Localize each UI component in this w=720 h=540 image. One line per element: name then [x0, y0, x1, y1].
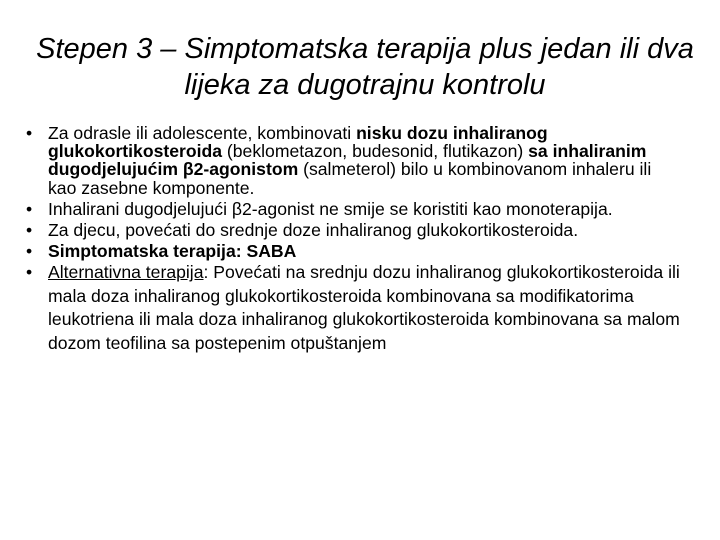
- bullet-3-text: Za djecu, povećati do srednje doze inhaliranog glukokortikosteroida.: [48, 220, 579, 241]
- bullet-1-text-b: (beklometazon, budesonid, flutikazon): [222, 141, 529, 162]
- bullet-4-text: Simptomatska terapija: SABA: [48, 241, 297, 262]
- bullet-item-5: [22, 261, 682, 355]
- bullet-marker: •: [26, 262, 33, 283]
- bullet-item-1: [22, 124, 682, 197]
- bullet-1-bold-b: sa inhaliranim dugodjelujućim β2-agonistom: [48, 141, 647, 180]
- slide-body: [22, 124, 682, 358]
- bullet-marker: •: [26, 241, 33, 262]
- bullet-marker: •: [26, 198, 33, 219]
- bullet-5-colon: :: [203, 262, 209, 283]
- bullet-item-4: [22, 242, 682, 260]
- bullet-item-3: [22, 221, 682, 239]
- bullet-5-label: Alternativna terapija: [48, 262, 204, 283]
- bullet-1-text-c: (salmeterol) bilo u kombinovanom inhaleru ili kao zasebne komponente.: [48, 159, 652, 198]
- slide-title: Stepen 3 – Simptomatska terapija plus jedan ili dva lijeka za dugotrajnu kontrolu: [36, 33, 694, 102]
- bullet-list: [22, 124, 682, 355]
- bullet-1-text-a: Za odrasle ili adolescente, kombinovati: [48, 123, 357, 143]
- bullet-marker: •: [26, 220, 33, 241]
- bullet-5-text: Povećati na srednju dozu inhaliranog glukokortikosteroida ili mala doza inhaliranog glukokortikosteroida kombinovana sa modifikatorima leukotriena ili mala doza inhaliranog glukokortikosteroida kombinovana sa malom dozom teofilina sa postepenim otpuštanjem: [48, 262, 680, 353]
- bullet-item-2: [22, 200, 682, 218]
- bullet-2-text: Inhalirani dugodjelujući β2-agonist ne smije se koristiti kao monoterapija.: [48, 198, 613, 219]
- bullet-marker: •: [26, 123, 33, 143]
- bullet-1-bold-a: nisku dozu inhaliranog glukokortikosteroida: [48, 123, 548, 162]
